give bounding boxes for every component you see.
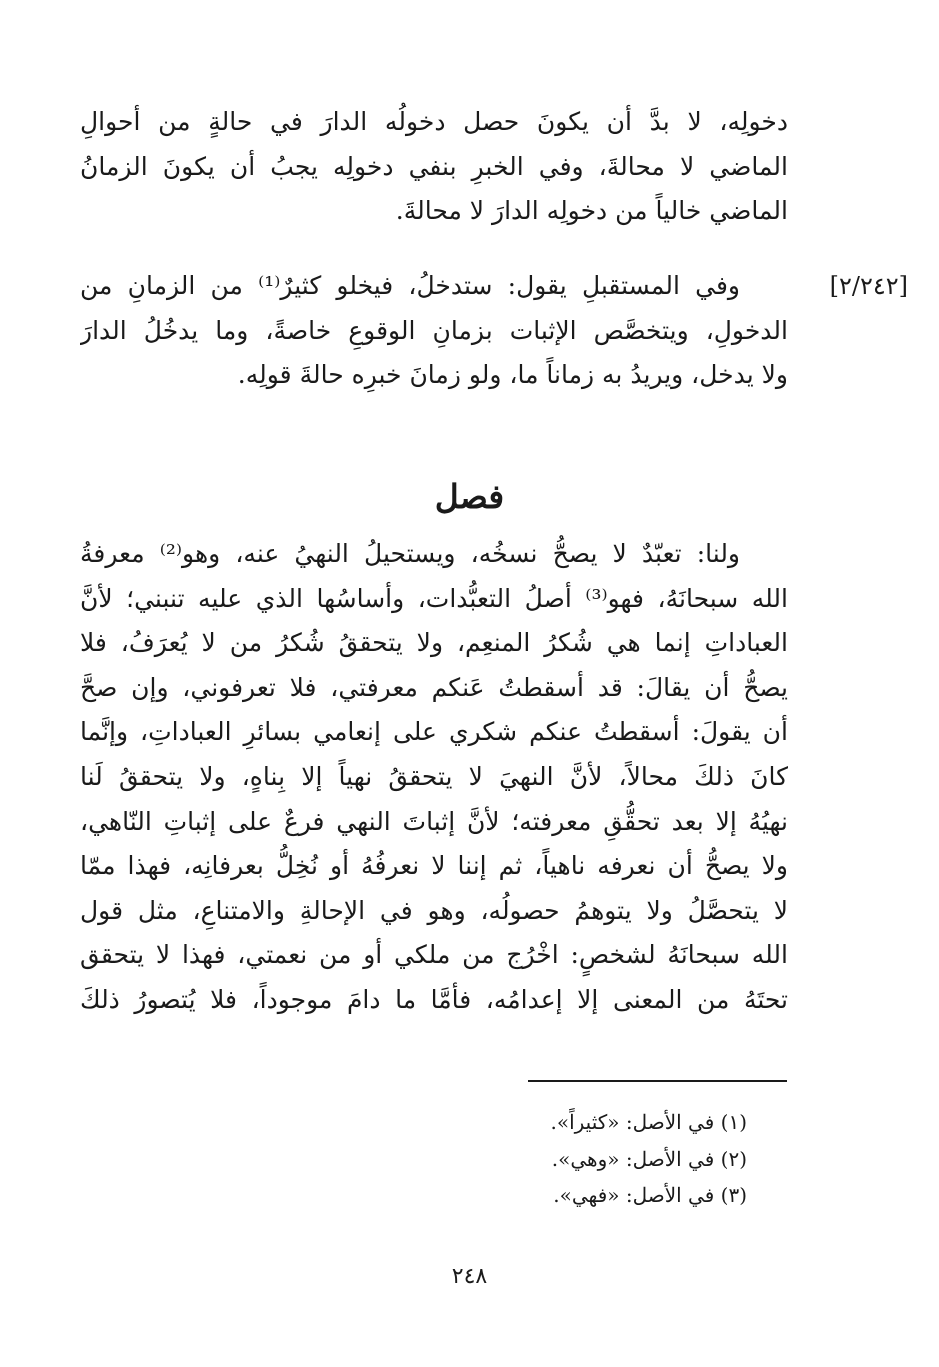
text-line: العباداتِ إنما هي شُكرُ المنعِم، ولا يتحققُ شُكرُ من لا يُعرَفُ، فلا bbox=[80, 628, 788, 658]
paragraph-3 bbox=[80, 532, 788, 1023]
text-line: كانَ ذلكَ محالاً، لأنَّ النهيَ لا يتحققُ نهياً إلا بِناهٍ، ولا يتحققُ لَنا bbox=[80, 761, 788, 791]
footnote: (١) في الأصل: «كثيراً». bbox=[550, 1110, 747, 1134]
footnote: (٣) في الأصل: «فهي». bbox=[553, 1183, 747, 1207]
paragraph-2 bbox=[80, 264, 788, 398]
text-line: وفي المستقبلِ يقول: ستدخلُ، فيخلو كثيرٌ⁽¹⁾ من الزمانِ من bbox=[80, 271, 740, 300]
text-line: الدخولِ، ويتخصَّص الإثبات بزمانِ الوقوعِ خاصةً، وما يدخُلُ الدارَ bbox=[80, 315, 788, 345]
text-line: يصحُّ أن يقالَ: قد أسقطتُ عَنكم معرفتي، فلا تعرفوني، وإن صحَّ bbox=[80, 672, 788, 702]
footnote: (٢) في الأصل: «وهي». bbox=[551, 1146, 747, 1171]
paragraph-1 bbox=[80, 100, 788, 234]
text-line: ولنا: تعبّدٌ لا يصحُّ نسخُه، ويستحيلُ النهيُ عنه، وهو⁽²⁾ معرفةُ bbox=[80, 539, 741, 568]
text-line: الماضي خالياً من دخولِه الدارَ لا محالةَ. bbox=[395, 196, 788, 226]
text-line: الله سبحانَهُ لشخصٍ: اخْرُج من ملكي أو من نعمتي، فهذا لا يتحقق bbox=[80, 940, 788, 970]
text-line: تحتَهُ من المعنى إلا إعدامُه، فأمَّا ما دامَ موجوداً، فلا يُتصورُ ذلكَ bbox=[80, 984, 788, 1014]
text-line: الماضي لا محالةَ، وفي الخبرِ بنفي دخولِه يجبُ أن يكونَ الزمانُ bbox=[80, 151, 788, 181]
text-line: ولا يصحُّ أن نعرفه ناهياً، ثم إننا لا نعرفُهُ أو نُخِلُّ بعرفانِه، فهذا ممّا bbox=[80, 851, 788, 881]
text-line: ولا يدخل، ويريدُ به زماناً ما، ولو زمانَ خبرِه حالةَ قولِه. bbox=[237, 360, 788, 390]
margin-page-marker: [٢/٢٤٢] bbox=[829, 272, 908, 300]
text-line: نهيُهُ إلا بعد تحقُّقِ معرفته؛ لأنَّ إثباتَ النهي فرعٌ على إثباتِ النّاهي، bbox=[80, 806, 788, 836]
section-heading: فصل bbox=[434, 477, 505, 516]
text-line: لا يتحصَّلُ ولا يتوهمُ حصولُه، وهو في الإحالةِ والامتناعِ، مثل قول bbox=[80, 895, 788, 925]
page-number: ٢٤٨ bbox=[451, 1264, 488, 1289]
text-line: الله سبحانَهُ، فهو⁽³⁾ أصلُ التعبُّدات، وأساسُها الذي عليه تنبني؛ لأنَّ bbox=[80, 583, 788, 613]
text-line: دخولِه، لا بدَّ أن يكونَ حصل دخولُه الدارَ في حالةٍ من أحوالِ bbox=[80, 107, 788, 136]
footnotes bbox=[300, 1104, 747, 1214]
footnote-divider bbox=[528, 1080, 787, 1082]
text-line: أن يقولَ: أسقطتُ عنكم شكري على إنعامي بسائرِ العباداتِ، وإنَّما bbox=[80, 717, 788, 747]
